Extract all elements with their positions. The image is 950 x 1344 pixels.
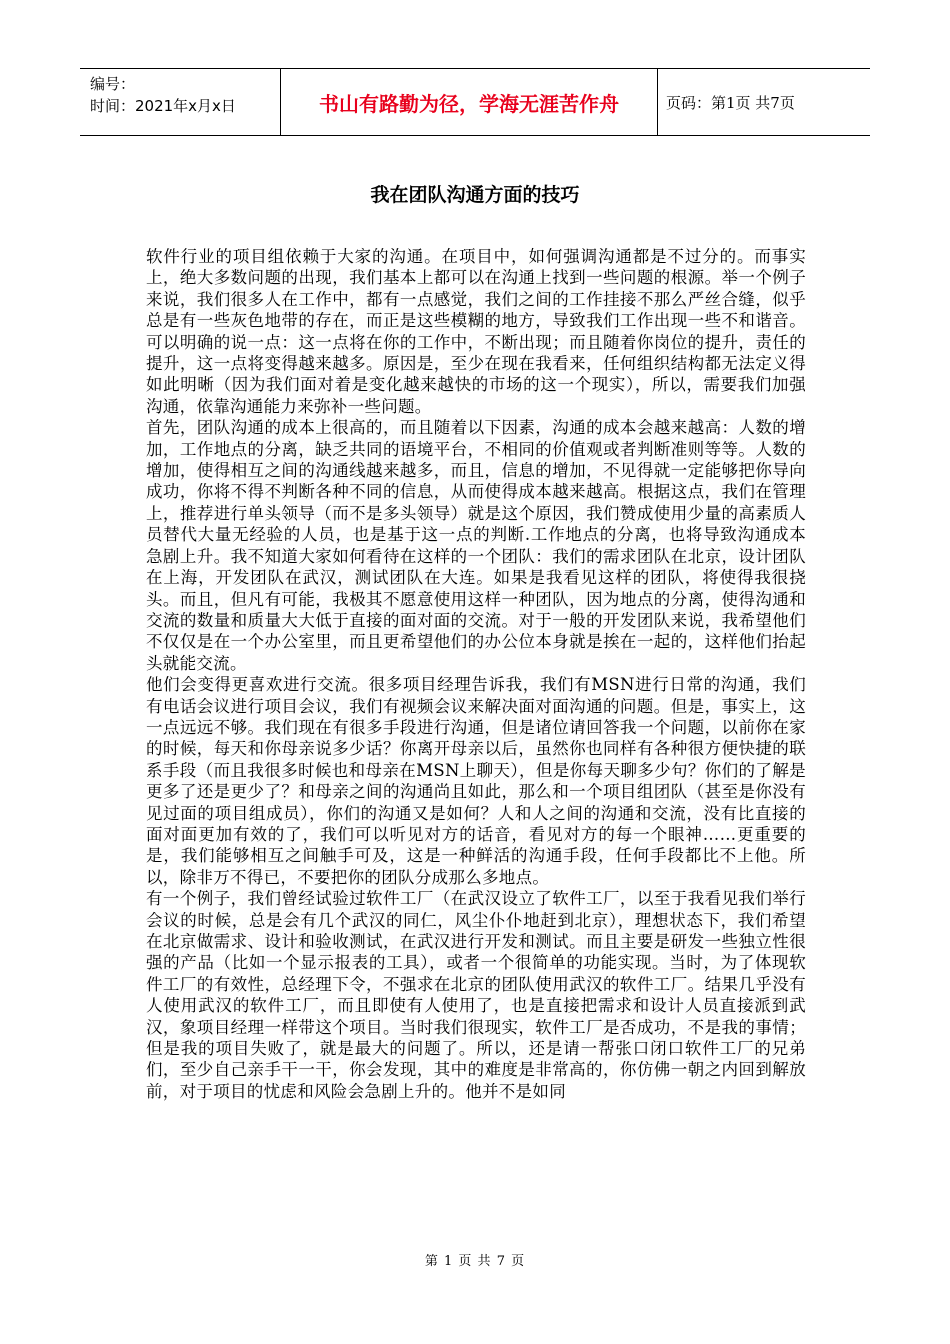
page-footer: 第 1 页 共 7 页: [424, 1254, 526, 1269]
paragraph: 首先，团队沟通的成本上很高的，而且随着以下因素，沟通的成本会越来越高：人数的增加，工作地点的分离，缺乏共同的语境平台，不相同的价值观或者判断准则等等。人数的增加，使得相互之间的沟通线越来越多，而且，信息的增加，不见得就一定能够把你导向成功，你将不得不判断各种不同的信息，从而使得成本越来越高。根据这点，我们在管理上，推荐进行单头领导（而不是多头领导）就是这个原因，我们赞成使用少量的高素质人员替代大量无经验的人员，也是基于这一点的判断.工作地点的分离，也将导致沟通成本急剧上升。我不知道大家如何看待在这样的一个团队：我们的需求团队在北京，设计团队在上海，开发团队在武汉，测试团队在大连。如果是我看见这样的团队，将使得我很挠头。而且，但凡有可能，我极其不愿意使用这样一种团队，因为地点的分离，使得沟通和交流的数量和质量大大低于直接的面对面的交流。对于一般的开发团队来说，我希望他们不仅仅是在一个办公室里，而且更希望他们的办公位本身就是挨在一起的，这样他们抬起头就能交流。: [146, 418, 806, 673]
document-title: 我在团队沟通方面的技巧: [370, 184, 580, 206]
document-number-label: 编号：: [90, 75, 136, 93]
header-table: [80, 68, 870, 136]
header-page-info: 页码：第1页 共7页: [666, 93, 795, 112]
paragraph: 有一个例子，我们曾经试验过软件工厂（在武汉设立了软件工厂，以至于我看见我们举行会议的时候，总是会有几个武汉的同仁，风尘仆仆地赶到北京），理想状态下，我们希望在北京做需求、设计和验收测试，在武汉进行开发和测试。而且主要是研发一些独立性很强的产品（比如一个显示报表的工具），或者一个很简单的功能实现。当时，为了体现软件工厂的有效性，总经理下令，不强求在北京的团队使用武汉的软件工厂。结果几乎没有人使用武汉的软件工厂，而且即使有人使用了，也是直接把需求和设计人员直接派到武汉，象项目经理一样带这个项目。当时我们很现实，软件工厂是否成功，不是我的事情；但是我的项目失败了，就是最大的问题了。所以，还是请一帮张口闭口软件工厂的兄弟们，至少自己亲手干一干，你会发现，其中的难度是非常高的，你仿佛一朝之内回到解放前，对于项目的忧虑和风险会急剧上升的。他并不是如同: [146, 889, 806, 1101]
document-time-label: 时间：2021年x月x日: [90, 97, 236, 115]
paragraph: 他们会变得更喜欢进行交流。很多项目经理告诉我，我们有MSN进行日常的沟通，我们有电话会议进行项目会议，我们有视频会议来解决面对面沟通的问题。但是，事实上，这一点远远不够。我们现在有很多手段进行沟通，但是诸位请回答我一个问题，以前你在家的时候，每天和你母亲说多少话？你离开母亲以后，虽然你也同样有各种很方便快捷的联系手段（而且我很多时候也和母亲在MSN上聊天），但是你每天聊多少句？你们的了解是更多了还是更少了？和母亲之间的沟通尚且如此，那么和一个项目组团队（甚至是你没有见过面的项目组成员），你们的沟通又是如何？人和人之间的沟通和交流，没有比直接的面对面更加有效的了，我们可以听见对方的话音，看见对方的每一个眼神……更重要的是，我们能够相互之间触手可及，这是一种鲜活的沟通手段，任何手段都比不上他。所以，除非万不得已，不要把你的团队分成那么多地点。: [146, 675, 806, 887]
document-body: [146, 246, 806, 1102]
paragraph: 软件行业的项目组依赖于大家的沟通。在项目中，如何强调沟通都是不过分的。而事实上，绝大多数问题的出现，我们基本上都可以在沟通上找到一些问题的根源。举一个例子来说，我们很多人在工作中，都有一点感觉，我们之间的工作挂接不那么严丝合缝，似乎总是有一些灰色地带的存在，而正是这些模糊的地方，导致我们工作出现一些不和谐音。可以明确的说一点：这一点将在你的工作中，不断出现；而且随着你岗位的提升，责任的提升，这一点将变得越来越多。原因是，至少在现在我看来，任何组织结构都无法定义得如此明晰（因为我们面对着是变化越来越快的市场的这一个现实），所以，需要我们加强沟通，依靠沟通能力来弥补一些问题。: [146, 247, 806, 416]
header-meta: [80, 69, 280, 135]
header-motto: 书山有路勤为径，学海无涯苦作舟: [280, 69, 658, 135]
